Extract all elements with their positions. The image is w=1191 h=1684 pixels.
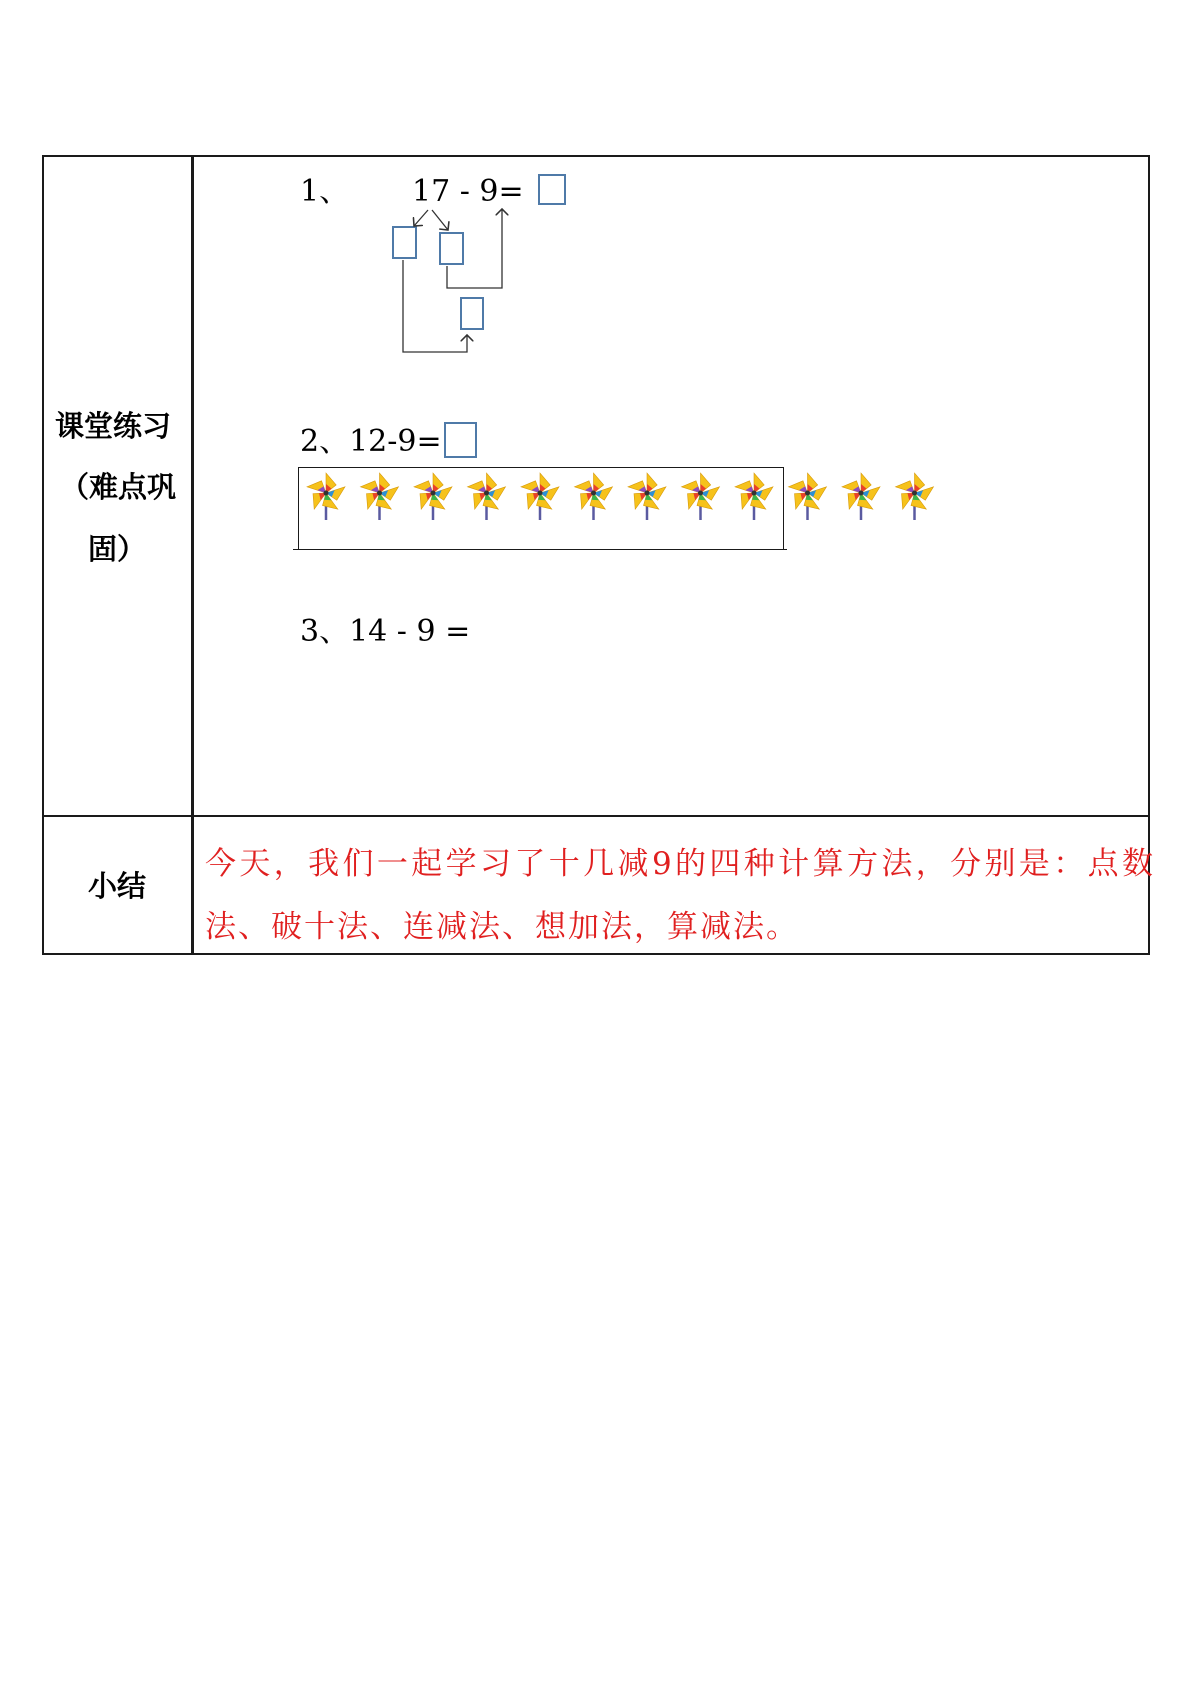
- pinwheel-icon: [628, 473, 666, 520]
- summary-text: 今天，我们一起学习了十几减9的四种计算方法，分别是：点数法、破十法、连减法、想加法，算减法。: [205, 846, 1155, 945]
- pinwheel-icon: [414, 473, 452, 520]
- problem-1-expression: 17 - 9=: [412, 174, 524, 209]
- problem-1-number: 1、: [300, 174, 350, 209]
- pinwheel-icon: [842, 473, 880, 520]
- pinwheel-icon: [735, 473, 773, 520]
- row-label-summary: 小结: [88, 869, 147, 903]
- pinwheel-icon: [468, 473, 506, 520]
- problem-2-pinwheel-row: [0, 0, 1191, 600]
- pinwheel-icon: [521, 473, 559, 520]
- pinwheel-icon: [896, 473, 934, 520]
- problem-2-expression: 2、12-9=: [300, 424, 442, 459]
- problem-3-expression: 3、14 - 9 =: [300, 614, 471, 649]
- table-middle-border: [42, 815, 1150, 817]
- row-label-practice-line1: 课堂练习: [55, 409, 172, 443]
- pinwheel-icon: [682, 473, 720, 520]
- pinwheel-icon: [789, 473, 827, 520]
- pinwheel-icon: [575, 473, 613, 520]
- pinwheel-icon: [307, 473, 345, 520]
- row-label-practice-line3: 固）: [88, 532, 147, 566]
- pinwheel-icon: [361, 473, 399, 520]
- row-label-practice-line2: （难点巩: [60, 470, 177, 504]
